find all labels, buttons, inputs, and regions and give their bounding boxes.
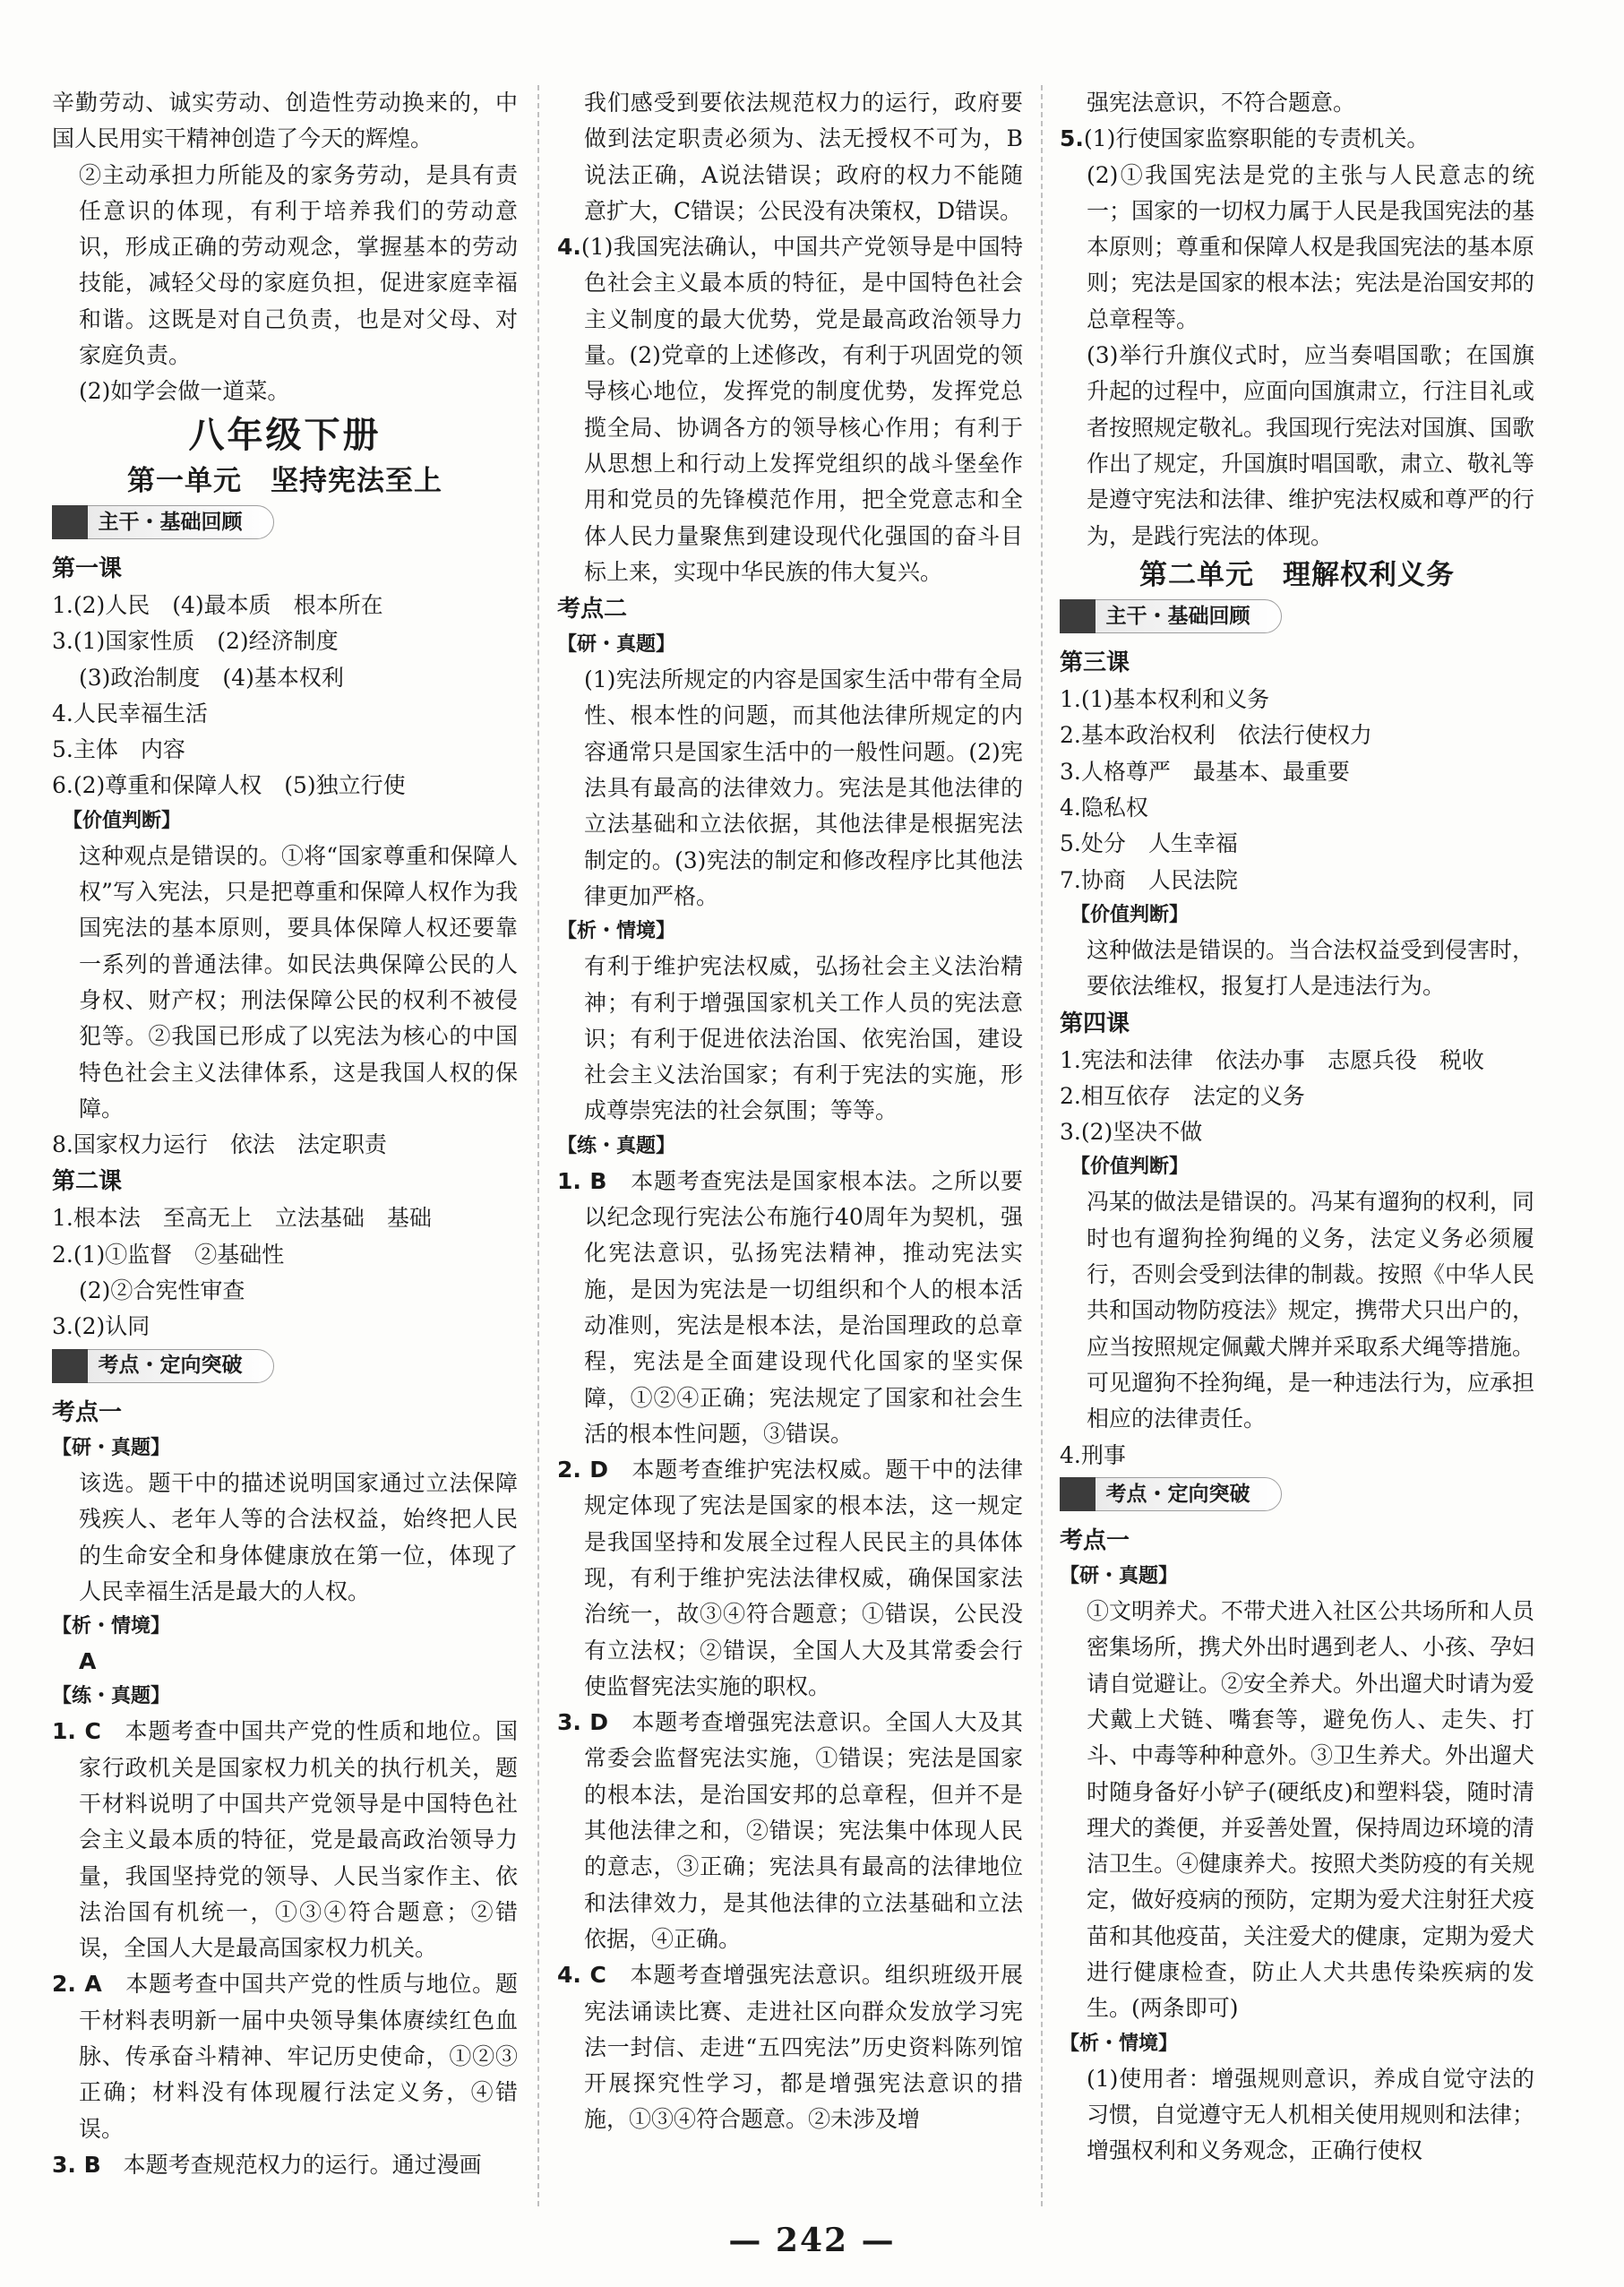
answer-line: 1.宪法和法律 依法办事 志愿兵役 税收 bbox=[1060, 1046, 1484, 1073]
answer-line: 6.(2)尊重和保障人权 (5)独立行使 bbox=[52, 772, 406, 799]
answer-line: 4.刑事 bbox=[1060, 1441, 1126, 1468]
bracket-heading: 【练・真题】 bbox=[557, 1134, 676, 1157]
answer-line: (3)政治制度 (4)基本权利 bbox=[79, 664, 344, 691]
paragraph: 我们感受到要依法规范权力的运行，政府要做到法定职责必须为、法无授权不可为，B说法正确，A说法错误；政府的权力不能随意扩大，C错误；公民没有决策权，D错误。 bbox=[584, 90, 1023, 224]
paragraph: ①文明养犬。不带犬进入社区公共场所和人员密集场所，携犬外出时遇到老人、小孩、孕妇请自觉避让。②安全养犬。外出遛犬时请为爱犬戴上犬链、嘴套等，避免伤人、走失、打斗、中毒等种种意外。③卫生养犬。外出遛犬时随身备好小铲子(硬纸皮)和塑料袋，随时清理犬的粪便，并妥善处置，保持周边环境的清洁卫生。④健康养犬。按照犬类防疫的有关规定，做好疫病的预防，定期为爱犬注射狂犬疫苗和其他疫苗，关注爱犬的健康，定期为爱犬进行健康检查，防止人犬共患传染疾病的发生。(两条即可) bbox=[1087, 1598, 1534, 2022]
question-answer: 5.(1)行使国家监察职能的专责机关。 bbox=[1060, 125, 1430, 152]
paragraph: 有利于维护宪法权威，弘扬社会主义法治精神；有利于增强国家机关工作人员的宪法意识；有利于促进依法治国、依宪治国，建设社会主义法治国家；有利于宪法的实施，形成尊崇宪法的社会氛围；等等。 bbox=[584, 953, 1023, 1124]
answer-line: 4.人民幸福生活 bbox=[52, 700, 208, 727]
lesson-heading: 第三课 bbox=[1060, 649, 1130, 677]
answer-line: 3.(1)国家性质 (2)经济制度 bbox=[52, 628, 339, 655]
paragraph: 这种做法是错误的。当合法权益受到侵害时，要依法维权，报复打人是违法行为。 bbox=[1087, 936, 1534, 1000]
paragraph: (2)①我国宪法是党的主张与人民意志的统一；国家的一切权力属于人民是我国宪法的基本原则；尊重和保障人权是我国宪法的基本原则；宪法是国家的根本法；宪法是治国安邦的总章程等。 bbox=[1087, 161, 1534, 332]
paragraph: 该选。题干中的描述说明国家通过立法保障残疾人、老年人等的合法权益，始终把人民的生命安全和身体健康放在第一位，体现了人民幸福生活是最大的人权。 bbox=[79, 1469, 518, 1604]
column-middle bbox=[557, 85, 1023, 2138]
bracket-heading: 【析・情境】 bbox=[52, 1615, 171, 1638]
question-answer: 4. C 本题考查增强宪法意识。组织班级开展宪法诵读比赛、走进社区向群众发放学习宪法一封信、走进“五四宪法”历史资料陈列馆开展探究性学习，都是增强宪法意识的措施，①③④符合题意。②未涉及增 bbox=[557, 1962, 1023, 2133]
paragraph: 这种观点是错误的。①将“国家尊重和保障人权”写入宪法，只是把尊重和保障人权作为我国宪法的基本原则，要具体保障人权还要靠一系列的普通法律。如民法典保障公民的人身权、财产权；刑法保障公民的权利不被侵犯等。②我国已形成了以宪法为核心的中国特色社会主义法律体系，这是我国人权的保障。 bbox=[79, 842, 518, 1122]
answer-line: 2.相互依存 法定的义务 bbox=[1060, 1082, 1305, 1109]
paragraph: (1)宪法所规定的内容是国家生活中带有全局性、根本性的问题，而其他法律所规定的内容通常只是国家生活中的一般性问题。(2)宪法具有最高的法律效力。宪法是其他法律的立法基础和立法依据，其他法律是根据宪法制定的。(3)宪法的制定和修改程序比其他法律更加严格。 bbox=[584, 666, 1023, 909]
column-right bbox=[1060, 85, 1534, 2170]
answer-line: 2.(1)①监督 ②基础性 bbox=[52, 1241, 285, 1268]
bracket-heading: 【析・情境】 bbox=[557, 920, 676, 943]
question-answer: 2. D 本题考查维护宪法权威。题干中的法律规定体现了宪法是国家的根本法，这一规定是我国坚持和发展全过程人民民主的具体体现，有利于维护宪法法律权威，确保国家法治统一，故③④符合题意；①错误，公民没有立法权；②错误，全国人大及其常委会行使监督宪法实施的职权。 bbox=[557, 1457, 1023, 1699]
question-answer: 4.(1)我国宪法确认，中国共产党领导是中国特色社会主义最本质的特征，是中国特色社会主义制度的最大优势，党是最高政治领导力量。(2)党章的上述修改，有利于巩固党的领导核心地位，发挥党的制度优势，发挥党总揽全局、协调各方的领导核心作用；有利于从思想上和行动上发挥党组织的战斗堡垒作用和党员的先锋模范作用，把全党意志和全体人民力量聚焦到建设现代化强国的奋斗目标上来，实现中华民族的伟大复兴。 bbox=[557, 234, 1023, 585]
unit-title: 第二单元 理解权利义务 bbox=[1139, 558, 1455, 591]
lesson-heading: 第一课 bbox=[52, 555, 123, 582]
point-heading: 考点一 bbox=[1060, 1527, 1130, 1555]
column-left bbox=[52, 85, 518, 2183]
column-divider-1 bbox=[537, 85, 539, 2206]
answer-line: (2)②合宪性审查 bbox=[79, 1277, 245, 1304]
bracket-heading: 【价值判断】 bbox=[63, 809, 182, 832]
answer-line: 1.(2)人民 (4)最本质 根本所在 bbox=[52, 591, 383, 618]
unit-title: 第一单元 坚持宪法至上 bbox=[127, 464, 443, 497]
answer-line: 8.国家权力运行 依法 法定职责 bbox=[52, 1131, 387, 1158]
point-heading: 考点二 bbox=[557, 596, 628, 623]
answer-line: 1.(1)基本权利和义务 bbox=[1060, 686, 1270, 713]
banner-block-icon bbox=[52, 1349, 88, 1383]
answer-line: A bbox=[79, 1648, 97, 1675]
section-banner: 考点・定向突破 bbox=[1060, 1477, 1282, 1511]
bracket-heading: 【价值判断】 bbox=[1070, 1156, 1190, 1179]
bracket-heading: 【研・真题】 bbox=[1060, 1565, 1179, 1588]
section-banner: 主干・基础回顾 bbox=[52, 505, 274, 539]
paragraph: 辛勤劳动、诚实劳动、创造性劳动换来的，中国人民用实干精神创造了今天的辉煌。 bbox=[52, 90, 518, 152]
answer-line: 7.协商 人民法院 bbox=[1060, 866, 1238, 893]
answer-line: 1.根本法 至高无上 立法基础 基础 bbox=[52, 1205, 432, 1232]
bracket-heading: 【练・真题】 bbox=[52, 1685, 171, 1708]
section-banner: 主干・基础回顾 bbox=[1060, 599, 1282, 633]
answer-line: 4.隐私权 bbox=[1060, 795, 1148, 821]
column-divider-2 bbox=[1041, 85, 1043, 2206]
point-heading: 考点一 bbox=[52, 1398, 123, 1426]
question-answer: 3. D 本题考查增强宪法意识。全国人大及其常委会监督宪法实施，①错误；宪法是国家的根本法，是治国安邦的总章程，但并不是其他法律之和，②错误；宪法集中体现人民的意志，③正确；宪法具有最高的法律地位和法律效力，是其他法律的立法基础和立法依据，④正确。 bbox=[557, 1709, 1023, 1952]
grade-title: 八年级下册 bbox=[188, 414, 382, 456]
answer-line: 3.(2)坚决不做 bbox=[1060, 1119, 1203, 1146]
answer-line: 3.(2)认同 bbox=[52, 1313, 150, 1340]
section-banner: 考点・定向突破 bbox=[52, 1349, 274, 1383]
question-answer: 1. B 本题考查宪法是国家根本法。之所以要以纪念现行宪法公布施行40周年为契机，强化宪法意识，弘扬宪法精神，推动宪法实施，是因为宪法是一切组织和个人的根本活动准则，宪法是根本法，是治国理政的总章程，宪法是全面建设现代化国家的坚实保障，①②④正确；宪法规定了国家和社会生活的根本性问题，③错误。 bbox=[557, 1167, 1023, 1447]
paragraph: 强宪法意识，不符合题意。 bbox=[1087, 90, 1356, 116]
lesson-heading: 第四课 bbox=[1060, 1010, 1130, 1037]
paragraph: (1)使用者：增强规则意识，养成自觉守法的习惯，自觉遵守无人机相关使用规则和法律；增强权利和义务观念，正确行使权 bbox=[1087, 2065, 1534, 2164]
bracket-heading: 【价值判断】 bbox=[1070, 903, 1190, 926]
answer-line: 3.人格尊严 最基本、最重要 bbox=[1060, 758, 1350, 785]
banner-block-icon bbox=[1060, 599, 1096, 633]
bracket-heading: 【研・真题】 bbox=[557, 633, 676, 657]
banner-block-icon bbox=[1060, 1477, 1096, 1511]
paragraph: (3)举行升旗仪式时，应当奏唱国歌；在国旗升起的过程中，应面向国旗肃立，行注目礼或者按照规定敬礼。我国现行宪法对国旗、国歌作出了规定，升国旗时唱国歌，肃立、敬礼等是遵守宪法和法律、维护宪法权威和尊严的行为，是践行宪法的体现。 bbox=[1087, 342, 1534, 549]
question-answer: 3. B 本题考查规范权力的运行。通过漫画 bbox=[52, 2151, 482, 2178]
answer-line: 2.基本政治权利 依法行使权力 bbox=[1060, 722, 1372, 749]
answer-line: 5.主体 内容 bbox=[52, 736, 185, 763]
answer-line: (2)如学会做一道菜。 bbox=[79, 378, 290, 405]
banner-block-icon bbox=[52, 505, 88, 539]
paragraph: ②主动承担力所能及的家务劳动，是具有责任意识的体现，有利于培养我们的劳动意识，形成正确的劳动观念，掌握基本的劳动技能，减轻父母的家庭负担，促进家庭幸福和谐。这既是对自己负责，也是对父母、对家庭负责。 bbox=[79, 161, 518, 369]
question-answer: 1. C 本题考查中国共产党的性质和地位。国家行政机关是国家权力机关的执行机关，题干材料说明了中国共产党领导是中国特色社会主义最本质的特征，党是最高政治领导力量，我国坚持党的领导、人民当家作主、依法治国有机统一，①③④符合题意；②错误，全国人大是最高国家权力机关。 bbox=[52, 1718, 518, 1962]
lesson-heading: 第二课 bbox=[52, 1168, 123, 1196]
answer-line: 5.处分 人生幸福 bbox=[1060, 830, 1238, 857]
paragraph: 冯某的做法是错误的。冯某有遛狗的权利，同时也有遛狗拴狗绳的义务，法定义务必须履行，否则会受到法律的制裁。按照《中华人民共和国动物防疫法》规定，携带犬只出户的，应当按照规定佩戴犬牌并采取系犬绳等措施。可见遛狗不拴狗绳，是一种违法行为，应承担相应的法律责任。 bbox=[1087, 1189, 1534, 1432]
question-answer: 2. A 本题考查中国共产党的性质与地位。题干材料表明新一届中央领导集体赓续红色血脉、传承奋斗精神、牢记历史使命，①②③正确；材料没有体现履行法定义务，④错误。 bbox=[52, 1971, 518, 2142]
bracket-heading: 【研・真题】 bbox=[52, 1436, 171, 1459]
page-number: — 242 — bbox=[728, 2222, 896, 2259]
bracket-heading: 【析・情境】 bbox=[1060, 2032, 1179, 2055]
